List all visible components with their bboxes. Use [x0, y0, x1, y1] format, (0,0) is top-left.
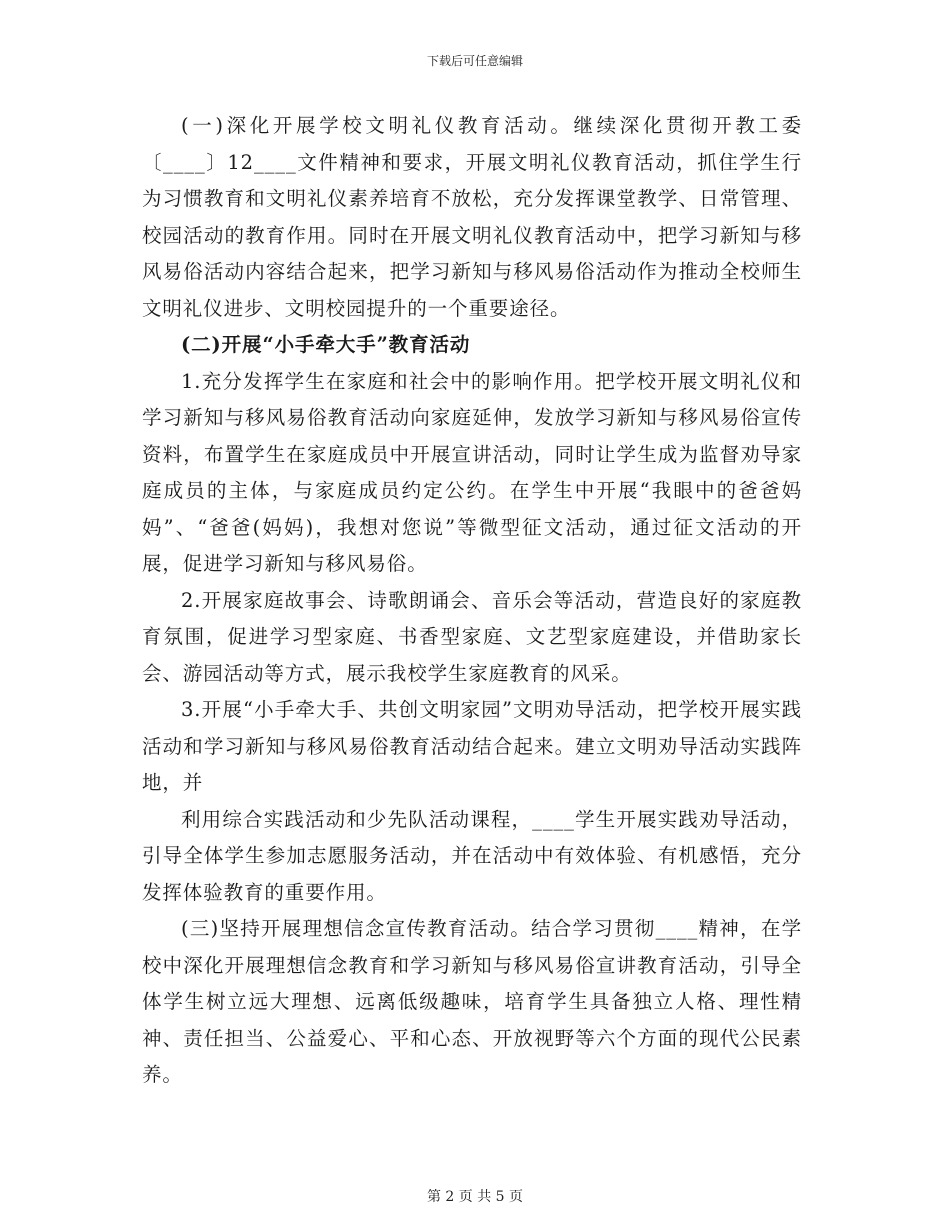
paragraph-item-1: 1.充分发挥学生在家庭和社会中的影响作用。把学校开展文明礼仪和学习新知与移风易俗教育活动向家庭延伸，发放学习新知与移风易俗宣传资料，布置学生在家庭成员中开展宣讲活动，同时让学生成为监督劝导家庭成员的主体，与家庭成员约定公约。在学生中开展“我眼中的爸爸妈妈”、“爸爸(妈妈)，我想对您说”等微型征文活动，通过征文活动的开展，促进学习新知与移风易俗。 [142, 369, 802, 575]
paragraph-section-3: (三)坚持开展理想信念宣传教育活动。结合学习贯彻____精神，在学校中深化开展理想信念教育和学习新知与移风易俗宣讲教育活动，引导全体学生树立远大理想、远离低级趣味，培育学生具备独立人格、理性精神、责任担当、公益爱心、平和心态、开放视野等六个方面的现代公民素养。 [142, 917, 802, 1086]
section-heading-2: (二)开展“小手牵大手”教育活动 [181, 333, 471, 356]
paragraph-item-2: 2.开展家庭故事会、诗歌朗诵会、音乐会等活动，营造良好的家庭教育氛围，促进学习型家庭、书香型家庭、文艺型家庭建设，并借助家长会、游园活动等方式，展示我校学生家庭教育的风采。 [142, 588, 802, 685]
page-header: 下载后可任意编辑 [426, 54, 523, 68]
page-footer: 第 2 页 共 5 页 [426, 1189, 524, 1205]
document-body [142, 108, 802, 1094]
paragraph-section-1: (一)深化开展学校文明礼仪教育活动。继续深化贯彻开教工委〔____〕12____文件精神和要求，开展文明礼仪教育活动，抓住学生行为习惯教育和文明礼仪素养培育不放松，充分发挥课堂教学、日常管理、校园活动的教育作用。同时在开展文明礼仪教育活动中，把学习新知与移风易俗活动内容结合起来，把学习新知与移风易俗活动作为推动全校师生文明礼仪进步、文明校园提升的一个重要途径。 [142, 114, 802, 320]
paragraph-item-3-continued: 利用综合实践活动和少先队活动课程，____学生开展实践劝导活动，引导全体学生参加志愿服务活动，并在活动中有效体验、有机感悟，充分发挥体验教育的重要作用。 [142, 807, 802, 904]
paragraph-item-3: 3.开展“小手牵大手、共创文明家园”文明劝导活动，把学校开展实践活动和学习新知与移风易俗教育活动结合起来。建立文明劝导活动实践阵地，并 [142, 698, 802, 794]
